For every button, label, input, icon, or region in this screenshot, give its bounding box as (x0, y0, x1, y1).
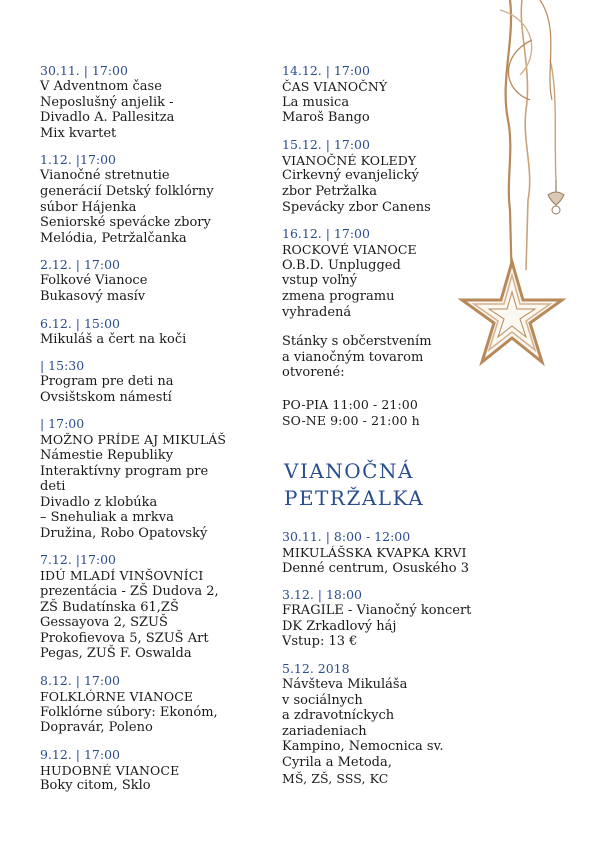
opening-hours-weekday: PO-PIA 11:00 - 21:00 (282, 396, 418, 412)
event-date: 1.12. |17:00 (40, 152, 117, 168)
right-events-bottom (282, 530, 482, 786)
event-line: Maroš Bango (282, 110, 370, 126)
event-line: FOLKLÓRNE VIANOCE (40, 689, 194, 705)
event-line: zmena programu (282, 288, 395, 304)
event-line: Boky citom, Sklo (40, 778, 151, 794)
event-item (40, 258, 270, 304)
event-line: MOŽNO PRÍDE AJ MIKULÁŠ (40, 432, 227, 448)
event-date: 6.12. | 15:00 (40, 315, 120, 331)
event-line: FRAGILE - Vianočný koncert (282, 603, 472, 619)
event-line: ZŠ Budatínska 61,ZŠ (40, 599, 179, 615)
event-item (40, 748, 270, 794)
event-date: 9.12. | 17:00 (40, 746, 120, 762)
event-line: Vstup: 13 € (282, 634, 358, 650)
event-line: Neposlušný anjelik - (40, 94, 174, 110)
event-line: Cirkevný evanjelický (282, 168, 419, 184)
event-date: 30.11. | 8:00 - 12:00 (282, 529, 411, 545)
event-item (40, 417, 270, 541)
event-line: Pegas, ZUŠ F. Oswalda (40, 646, 192, 662)
event-item (282, 530, 482, 576)
event-item (40, 359, 270, 405)
event-line: Program pre deti na (40, 374, 174, 390)
event-line: ROCKOVÉ VIANOCE (282, 242, 417, 258)
event-line: Divadlo A. Pallesitza (40, 110, 175, 126)
event-line: – Snehuliak a mrkva (40, 510, 174, 526)
event-line: V Adventnom čase (40, 79, 162, 94)
event-line: v sociálnych (282, 692, 363, 708)
event-line: deti (40, 479, 66, 495)
event-line: Dopravár, Poleno (40, 720, 153, 736)
event-date: 16.12. | 17:00 (282, 226, 370, 242)
event-line: Námestie Republiky (40, 447, 174, 463)
event-date: 14.12. | 17:00 (282, 63, 370, 78)
event-date: | 17:00 (40, 416, 85, 432)
event-line: Návšteva Mikuláša (282, 677, 408, 693)
page-title (284, 458, 482, 512)
info-line: otvorené: (282, 365, 345, 381)
event-line: Mikuláš a čert na koči (40, 331, 187, 347)
event-line: zbor Petržalka (282, 183, 378, 199)
event-item (40, 153, 270, 246)
info-line: a vianočným tovarom (282, 349, 424, 365)
star-ornament-icon (440, 0, 600, 400)
event-date: 7.12. |17:00 (40, 552, 117, 568)
event-line: MIKULÁŠSKA KVAPKA KRVI (282, 545, 467, 561)
event-line: Seniorské spevácke zbory (40, 215, 211, 231)
event-line: Prokofievova 5, SZUŠ Art (40, 630, 209, 646)
event-item (40, 64, 270, 141)
event-line: Divadlo z klobúka (40, 494, 158, 510)
event-date: 30.11. | 17:00 (40, 63, 128, 78)
event-item (40, 317, 270, 348)
event-line: Spevácky zbor Canens (282, 199, 431, 215)
event-line: generácií Detský folklórny (40, 183, 214, 199)
event-line: Družina, Robo Opatovský (40, 525, 208, 541)
event-line: Ovsištskom námestí (40, 389, 172, 405)
event-line: Gessayova 2, SZUŠ (40, 615, 168, 631)
event-date: 2.12. | 17:00 (40, 257, 120, 273)
event-line: a zdravotníckych (282, 708, 395, 724)
event-line: ČAS VIANOČNÝ (282, 79, 388, 94)
event-line: Folkové Vianoce (40, 273, 148, 289)
event-line: IDÚ MLADÍ VINŠOVNÍCI (40, 568, 204, 584)
event-item (40, 553, 270, 662)
info-line: Stánky s občerstvením (282, 334, 432, 350)
title-line-1: VIANOČNÁ (284, 459, 414, 484)
event-line: vyhradená (282, 304, 352, 320)
event-line: zariadeniach (282, 723, 367, 739)
event-line: VIANOČNÉ KOLEDY (282, 152, 417, 168)
event-date: 3.12. | 18:00 (282, 587, 362, 603)
event-line: Mix kvartet (40, 125, 117, 141)
event-line: HUDOBNÉ VIANOCE (40, 762, 180, 778)
event-item (282, 588, 482, 650)
opening-hours-weekend: SO-NE 9:00 - 21:00 h (282, 412, 420, 428)
event-line: O.B.D. Unplugged (282, 257, 401, 273)
event-line: Melódia, Petržalčanka (40, 230, 187, 246)
event-item (282, 662, 482, 786)
event-line: Cyrila a Metoda, (282, 755, 392, 771)
event-line: Interaktívny program pre (40, 463, 209, 479)
event-item (40, 674, 270, 736)
event-line: Vianočné stretnutie (40, 168, 170, 184)
event-line: súbor Hájenka (40, 199, 137, 215)
event-line: La musica (282, 94, 350, 110)
event-date: 15.12. | 17:00 (282, 136, 370, 152)
event-date: | 15:30 (40, 358, 85, 374)
event-line: DK Zrkadlový háj (282, 618, 397, 634)
event-line: MŠ, ZŠ, SSS, KC (282, 770, 389, 786)
event-line: vstup voľný (282, 273, 358, 289)
event-date: 8.12. | 17:00 (40, 673, 120, 689)
event-line: Denné centrum, Osuského 3 (282, 560, 469, 576)
event-line: Kampino, Nemocnica sv. (282, 739, 444, 755)
event-line: prezentácia - ZŠ Dudova 2, (40, 584, 219, 600)
left-column (40, 64, 270, 806)
title-line-2: PETRŽALKA (284, 486, 425, 511)
event-line: Folklórne súbory: Ekonóm, (40, 704, 218, 720)
event-line: Bukasový masív (40, 288, 146, 304)
event-date: 5.12. 2018 (282, 661, 350, 677)
